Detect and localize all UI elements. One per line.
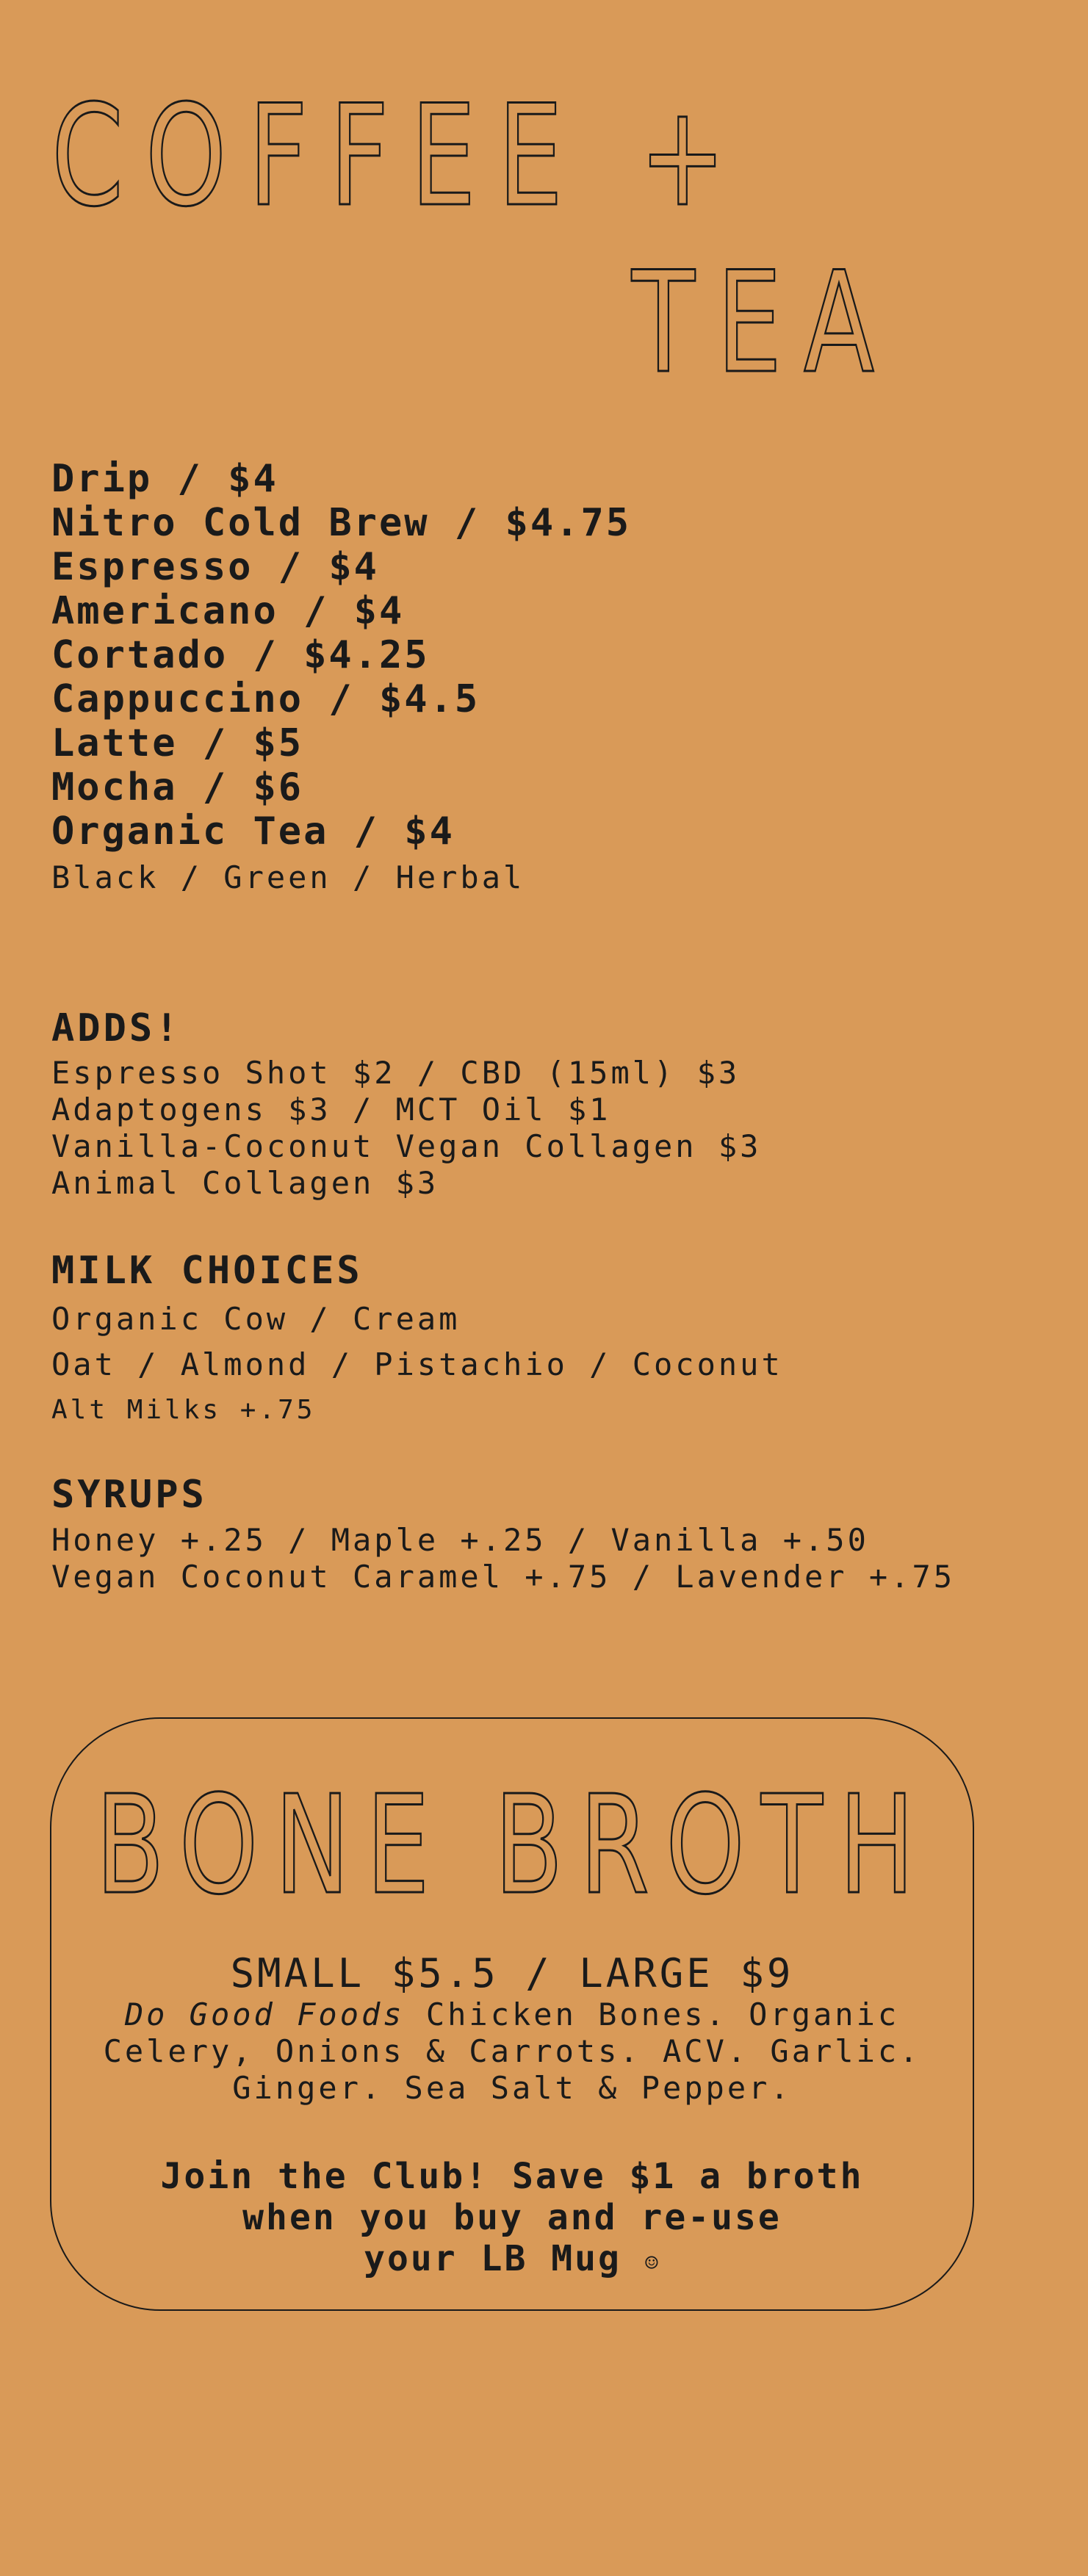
alt-milk-note: Alt Milks +.75 bbox=[51, 1395, 316, 1425]
menu-item: Nitro Cold Brew / $4.75 bbox=[51, 501, 632, 545]
menu-item: Latte / $5 bbox=[51, 721, 304, 765]
milk-list bbox=[51, 1296, 783, 1433]
milk-item: Oat / Almond / Pistachio / Coconut bbox=[51, 1346, 783, 1382]
menu-item: Drip / $4 bbox=[51, 457, 278, 501]
menu-item: Americano / $4 bbox=[51, 589, 405, 633]
menu-item: Organic Tea / $4 bbox=[51, 809, 455, 854]
menu-item: Cappuccino / $4.5 bbox=[51, 677, 480, 721]
syrup-item: Honey +.25 / Maple +.25 / Vanilla +.50 bbox=[51, 1522, 869, 1558]
desc-line: Celery, Onions & Carrots. ACV. Garlic. bbox=[103, 2033, 921, 2069]
club-line: Join the Club! Save $1 a broth bbox=[160, 2156, 864, 2197]
menu-item: Espresso / $4 bbox=[51, 545, 379, 589]
club-line: when you buy and re-use bbox=[242, 2197, 782, 2238]
adds-item: Adaptogens $3 / MCT Oil $1 bbox=[51, 1092, 611, 1128]
bone-broth-price: SMALL $5.5 / LARGE $9 bbox=[230, 1950, 794, 1996]
desc-line: Chicken Bones. Organic bbox=[404, 1996, 900, 2032]
adds-item: Vanilla-Coconut Vegan Collagen $3 bbox=[51, 1128, 762, 1164]
title-coffee: COFFEE + bbox=[51, 75, 748, 237]
milk-item: Organic Cow / Cream bbox=[51, 1301, 461, 1337]
adds-list bbox=[51, 1055, 761, 1202]
drink-menu-list bbox=[51, 457, 631, 854]
adds-heading: ADDS! bbox=[51, 1006, 181, 1050]
adds-item: Espresso Shot $2 / CBD (15ml) $3 bbox=[51, 1055, 741, 1091]
syrups-heading: SYRUPS bbox=[51, 1473, 207, 1517]
desc-line: Ginger. Sea Salt & Pepper. bbox=[232, 2070, 792, 2106]
tea-varieties: Black / Green / Herbal bbox=[51, 859, 525, 895]
smiley-icon: ☺ bbox=[644, 2251, 660, 2276]
bone-broth-title: BONE BROTH bbox=[96, 1766, 932, 1924]
adds-item: Animal Collagen $3 bbox=[51, 1165, 439, 1201]
menu-item: Cortado / $4.25 bbox=[51, 633, 430, 677]
bone-broth-description bbox=[50, 1996, 974, 2107]
club-promo bbox=[50, 2156, 974, 2284]
syrups-list bbox=[51, 1522, 955, 1595]
menu-item: Mocha / $6 bbox=[51, 765, 304, 809]
club-line: your LB Mug bbox=[364, 2238, 622, 2279]
milk-heading: MILK CHOICES bbox=[51, 1249, 363, 1293]
brand-name: Do Good Foods bbox=[124, 1996, 405, 2032]
syrup-item: Vegan Coconut Caramel +.75 / Lavender +.75 bbox=[51, 1559, 956, 1595]
title-tea: TEA bbox=[632, 242, 896, 404]
